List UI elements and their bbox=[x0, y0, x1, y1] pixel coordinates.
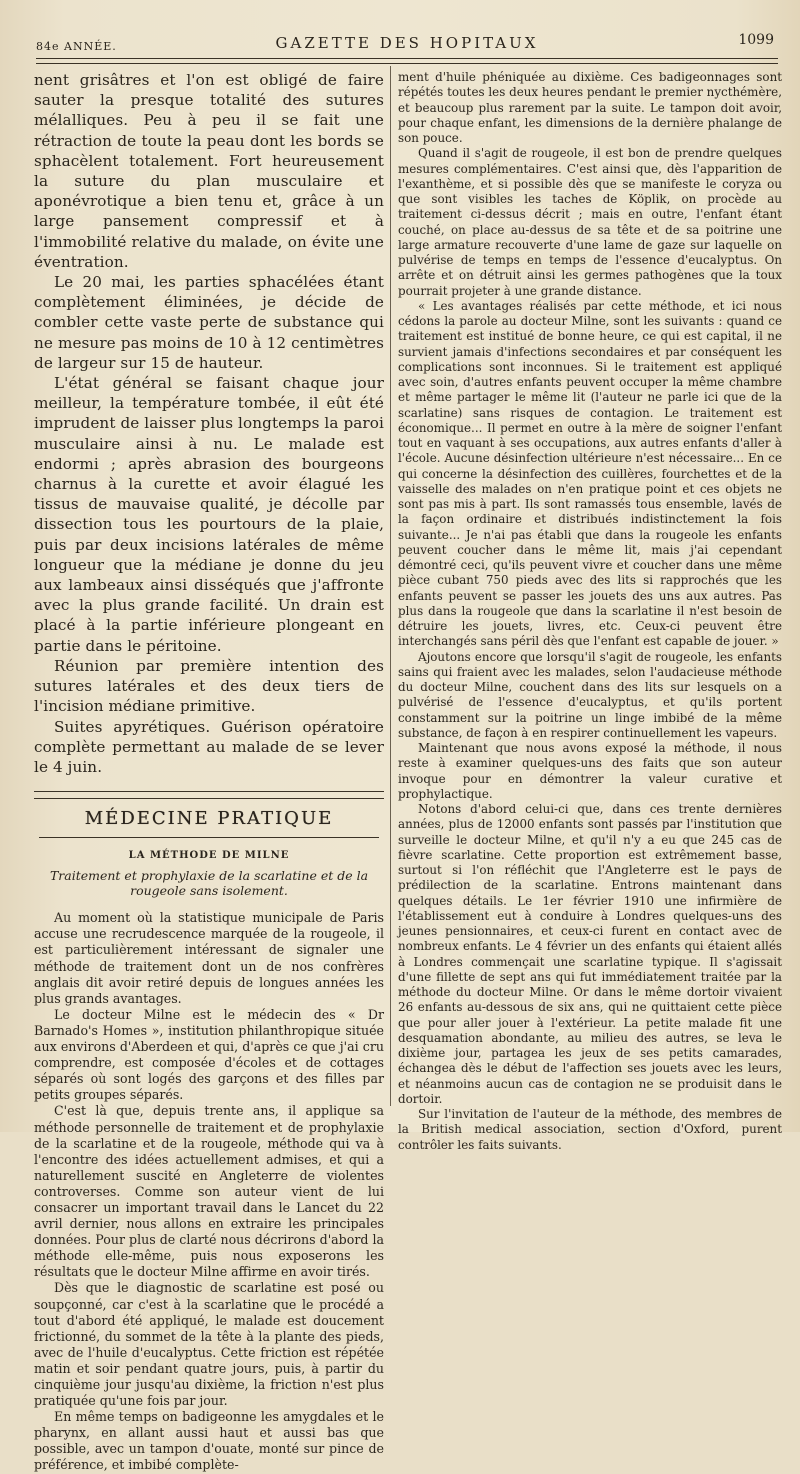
paragraph: Quand il s'agit de rougeole, il est bon de prendre quelques mesures complémentaires. C'est ainsi que, dès l'apparition de l'exanthème, et si possible dès que se manifeste le coryza ou que sont visibles les taches de Köplik, on procède au traitement ci-dessus décrit ; mais en outre, l'enfant étant couché, on place au-dessus de sa tête et de sa poitrine une large armature recouverte d'une lame de gaze sur laquelle on pulvérise de temps en temps de l'essence d'eucalyptus. On arrête et on détruit ainsi les germes pathogènes que la toux pourrait projeter à une grande distance. bbox=[398, 146, 782, 298]
paragraph: Le docteur Milne est le médecin des « Dr Barnado's Homes », institution philanthropique située aux environs d'Aberdeen et qui, d'après ce que j'ai cru comprendre, est composée d'écoles et de cottages séparés où sont logés des garçons et des filles par petits groupes séparés. bbox=[34, 1006, 384, 1103]
paragraph: « Les avantages réalisés par cette méthode, et ici nous cédons la parole au docteur Milne, sont les suivants : quand ce traitement est institué de bonne heure, ce qui est capital, il ne survient jamais d'infections secondaires et par conséquent les complications sont inconnues. Si le traitement est appliqué avec soin, d'autres enfants peuvent occuper la même chambre et même partager le même lit (l'auteur ne parle ici que de la scarlatine) sans risques de contagion. Le traitement est économique... Il permet en outre à la mère de soigner l'enfant tout en vaquant à ses occupations, aux autres enfants d'aller à l'école. Aucune désinfection ultérieure n'est nécessaire... En ce qui concerne la désinfection des cuillères, fourchettes et de la vaisselle des malades on n'en pratique point et ces objets ne sont pas mis à part. Ils sont ramassés tous ensemble, lavés de la façon ordinaire et distribués indistinctement la fois suivante... Je n'ai pas établi que dans la rougeole les enfants peuvent coucher dans le même lit, mais j'ai cependant démontré ceci, qu'ils peuvent vivre et coucher dans une même pièce cubant 750 pieds avec des lits si rapprochés que les enfants peuvent se passer les jouets des uns aux autres. Pas plus dans la rougeole que dans la scarlatine il n'est besoin de détruire les jouets, livres, etc. Ceux-ci peuvent être interchangés sans péril dès que l'enfant est capable de jouer. » bbox=[398, 298, 782, 649]
paragraph: Réunion par première intention des sutures latérales et des deux tiers de l'incision médiane primitive. bbox=[34, 656, 384, 716]
paragraph: Le 20 mai, les parties sphacélées étant complètement éliminées, je décide de combler cette vaste perte de substance qui ne mesure pas moins de 10 à 12 centimètres de largeur sur 15 de hauteur. bbox=[34, 273, 384, 372]
paragraph: C'est là que, depuis trente ans, il applique sa méthode personnelle de traitement et de prophylaxie de la scarlatine et de la rougeole, méthode qui va à l'encontre des idées actuellement admises, et qui a naturellement suscité en Angleterre de violentes controverses. Comme son auteur vient de lui consacrer un important travail dans le Lancet du 22 avril dernier, nous allons en extraire les principales données. Pour plus de clarté nous décrirons d'abord la méthode elle-même, puis nous exposerons les résultats que le docteur Milne affirme en avoir tirés. bbox=[34, 1103, 384, 1280]
section-rule bbox=[39, 837, 379, 838]
section-title: MÉDECINE PRATIQUE bbox=[84, 808, 334, 830]
column-divider bbox=[390, 66, 391, 1106]
volume-label: 84e ANNÉE. bbox=[36, 40, 117, 53]
section-separator bbox=[34, 791, 384, 799]
header-rule bbox=[36, 58, 778, 64]
paragraph: Suites apyrétiques. Guérison opératoire complète permettant au malade de se lever le 4 juin. bbox=[34, 717, 384, 776]
paragraph: Dès que le diagnostic de scarlatine est posé ou soupçonné, car c'est à la scarlatine que le procédé a tout d'abord été appliqué, le malade est doucement frictionné, du sommet de la tête à la plante des pieds, avec de l'huile d'eucalyptus. Cette friction est répétée matin et soir pendant quatre jours, puis, à partir du cinquième jour jusqu'au dixième, la friction n'est plus pratiquée qu'une fois par jour. bbox=[34, 1280, 384, 1409]
paragraph: En même temps on badigeonne les amygdales et le pharynx, en allant aussi haut et aussi bas que possible, avec un tampon d'ouate, monté sur pince de préférence, et imbibé complète- bbox=[34, 1409, 384, 1473]
paragraph: Sur l'invitation de l'auteur de la méthode, des membres de la British medical association, section d'Oxford, purent contrôler les faits suivants. bbox=[398, 1107, 782, 1152]
article-title: LA MÉTHODE DE MILNE bbox=[128, 850, 290, 862]
page-header bbox=[36, 30, 778, 54]
paragraph: ment d'huile phéniquée au dixième. Ces badigeonnages sont répétés toutes les deux heures pendant le premier nycthémère, et beaucoup plus rarement par la suite. Le tampon doit avoir, pour chaque enfant, les dimensions de la dernière phalange de son pouce. bbox=[398, 70, 782, 145]
surgical-case-text bbox=[34, 70, 384, 777]
article-subtitle: Traitement et prophylaxie de la scarlatine et de la rougeole sans isolement. bbox=[49, 868, 369, 899]
left-column bbox=[34, 70, 384, 1474]
paragraph: Notons d'abord celui-ci que, dans ces trente dernières années, plus de 12000 enfants sont passés par l'institution que surveille le docteur Milne, et qu'il n'y a eu que 245 cas de fièvre scarlatine. Cette proportion est extrêmement basse, surtout si l'on réfléchit que l'Angleterre est le pays de prédilection de la scarlatine. Entrons maintenant dans quelques détails. Le 1er février 1910 une infirmière de l'établissement eut à conduire à Londres quelques-uns des jeunes pensionnaires, et ceux-ci furent en contact avec de nombreux enfants. Le 4 février un des enfants qui étaient allés à Londres commençait une scarlatine typique. Il s'agissait d'une fillette de sept ans qui fut immédiatement traitée par la méthode du docteur Milne. Or dans le même dortoir vivaient 26 enfants au-dessous de six ans, qui ne quittaient cette pièce que pour aller jouer à l'extérieur. La petite malade fit une desquamation abondante, au milieu des autres, se leva le dixième jour, partagea les jeux de ses petits camarades, échangea dès le début de l'affection ses jouets avec les leurs, et néanmoins aucun cas de contagion ne se produisit dans le dortoir. bbox=[398, 802, 782, 1106]
journal-title: GAZETTE DES HOPITAUX bbox=[275, 34, 539, 52]
paragraph: Maintenant que nous avons exposé la méthode, il nous reste à examiner quelques-uns des faits que son auteur invoque pour en démontrer la valeur curative et prophylactique. bbox=[398, 741, 782, 801]
paragraph: Ajoutons encore que lorsqu'il s'agit de rougeole, les enfants sains qui fraient avec les malades, selon l'audacieuse méthode du docteur Milne, couchent dans des lits sur lesquels on a pulvérisé de l'essence d'eucalyptus, et qu'ils portent constamment sur la poitrine un linge imbibé de la même substance, de façon à en respirer continuellement les vapeurs. bbox=[398, 649, 782, 740]
paragraph: L'état général se faisant chaque jour meilleur, la température tombée, il eût été imprudent de laisser plus longtemps la paroi musculaire ainsi à nu. Le malade est endormi ; après abrasion des bourgeons charnus à la curette et avoir élagué les tissus de mauvaise qualité, je décolle par dissection tous les pourtours de la plaie, puis par deux incisions latérales de même longueur que la médiane je donne du jeu aux lambeaux ainsi disséqués que j'affronte avec la plus grande facilité. Un drain est placé à la partie inférieure plongeant en partie dans le péritoine. bbox=[34, 374, 384, 655]
page-number: 1099 bbox=[738, 32, 774, 48]
right-column bbox=[398, 70, 782, 1153]
paragraph: Au moment où la statistique municipale de Paris accuse une recrudescence marquée de la rougeole, il est particulièrement intéressant de signaler une méthode de traitement dont un de nos confrères anglais dit avoir retiré depuis de longues années les plus grands avantages. bbox=[34, 910, 384, 1006]
paragraph: nent grisâtres et l'on est obligé de faire sauter la presque totalité des sutures mélalliques. Peu à peu il se fait une rétraction de toute la peau dont les bords se sphacèlent totalement. Fort heureusement la suture du plan musculaire et aponévrotique a bien tenu et, grâce à un large pansement compressif et à l'immobilité relative du malade, on évite une éventration. bbox=[34, 71, 384, 271]
